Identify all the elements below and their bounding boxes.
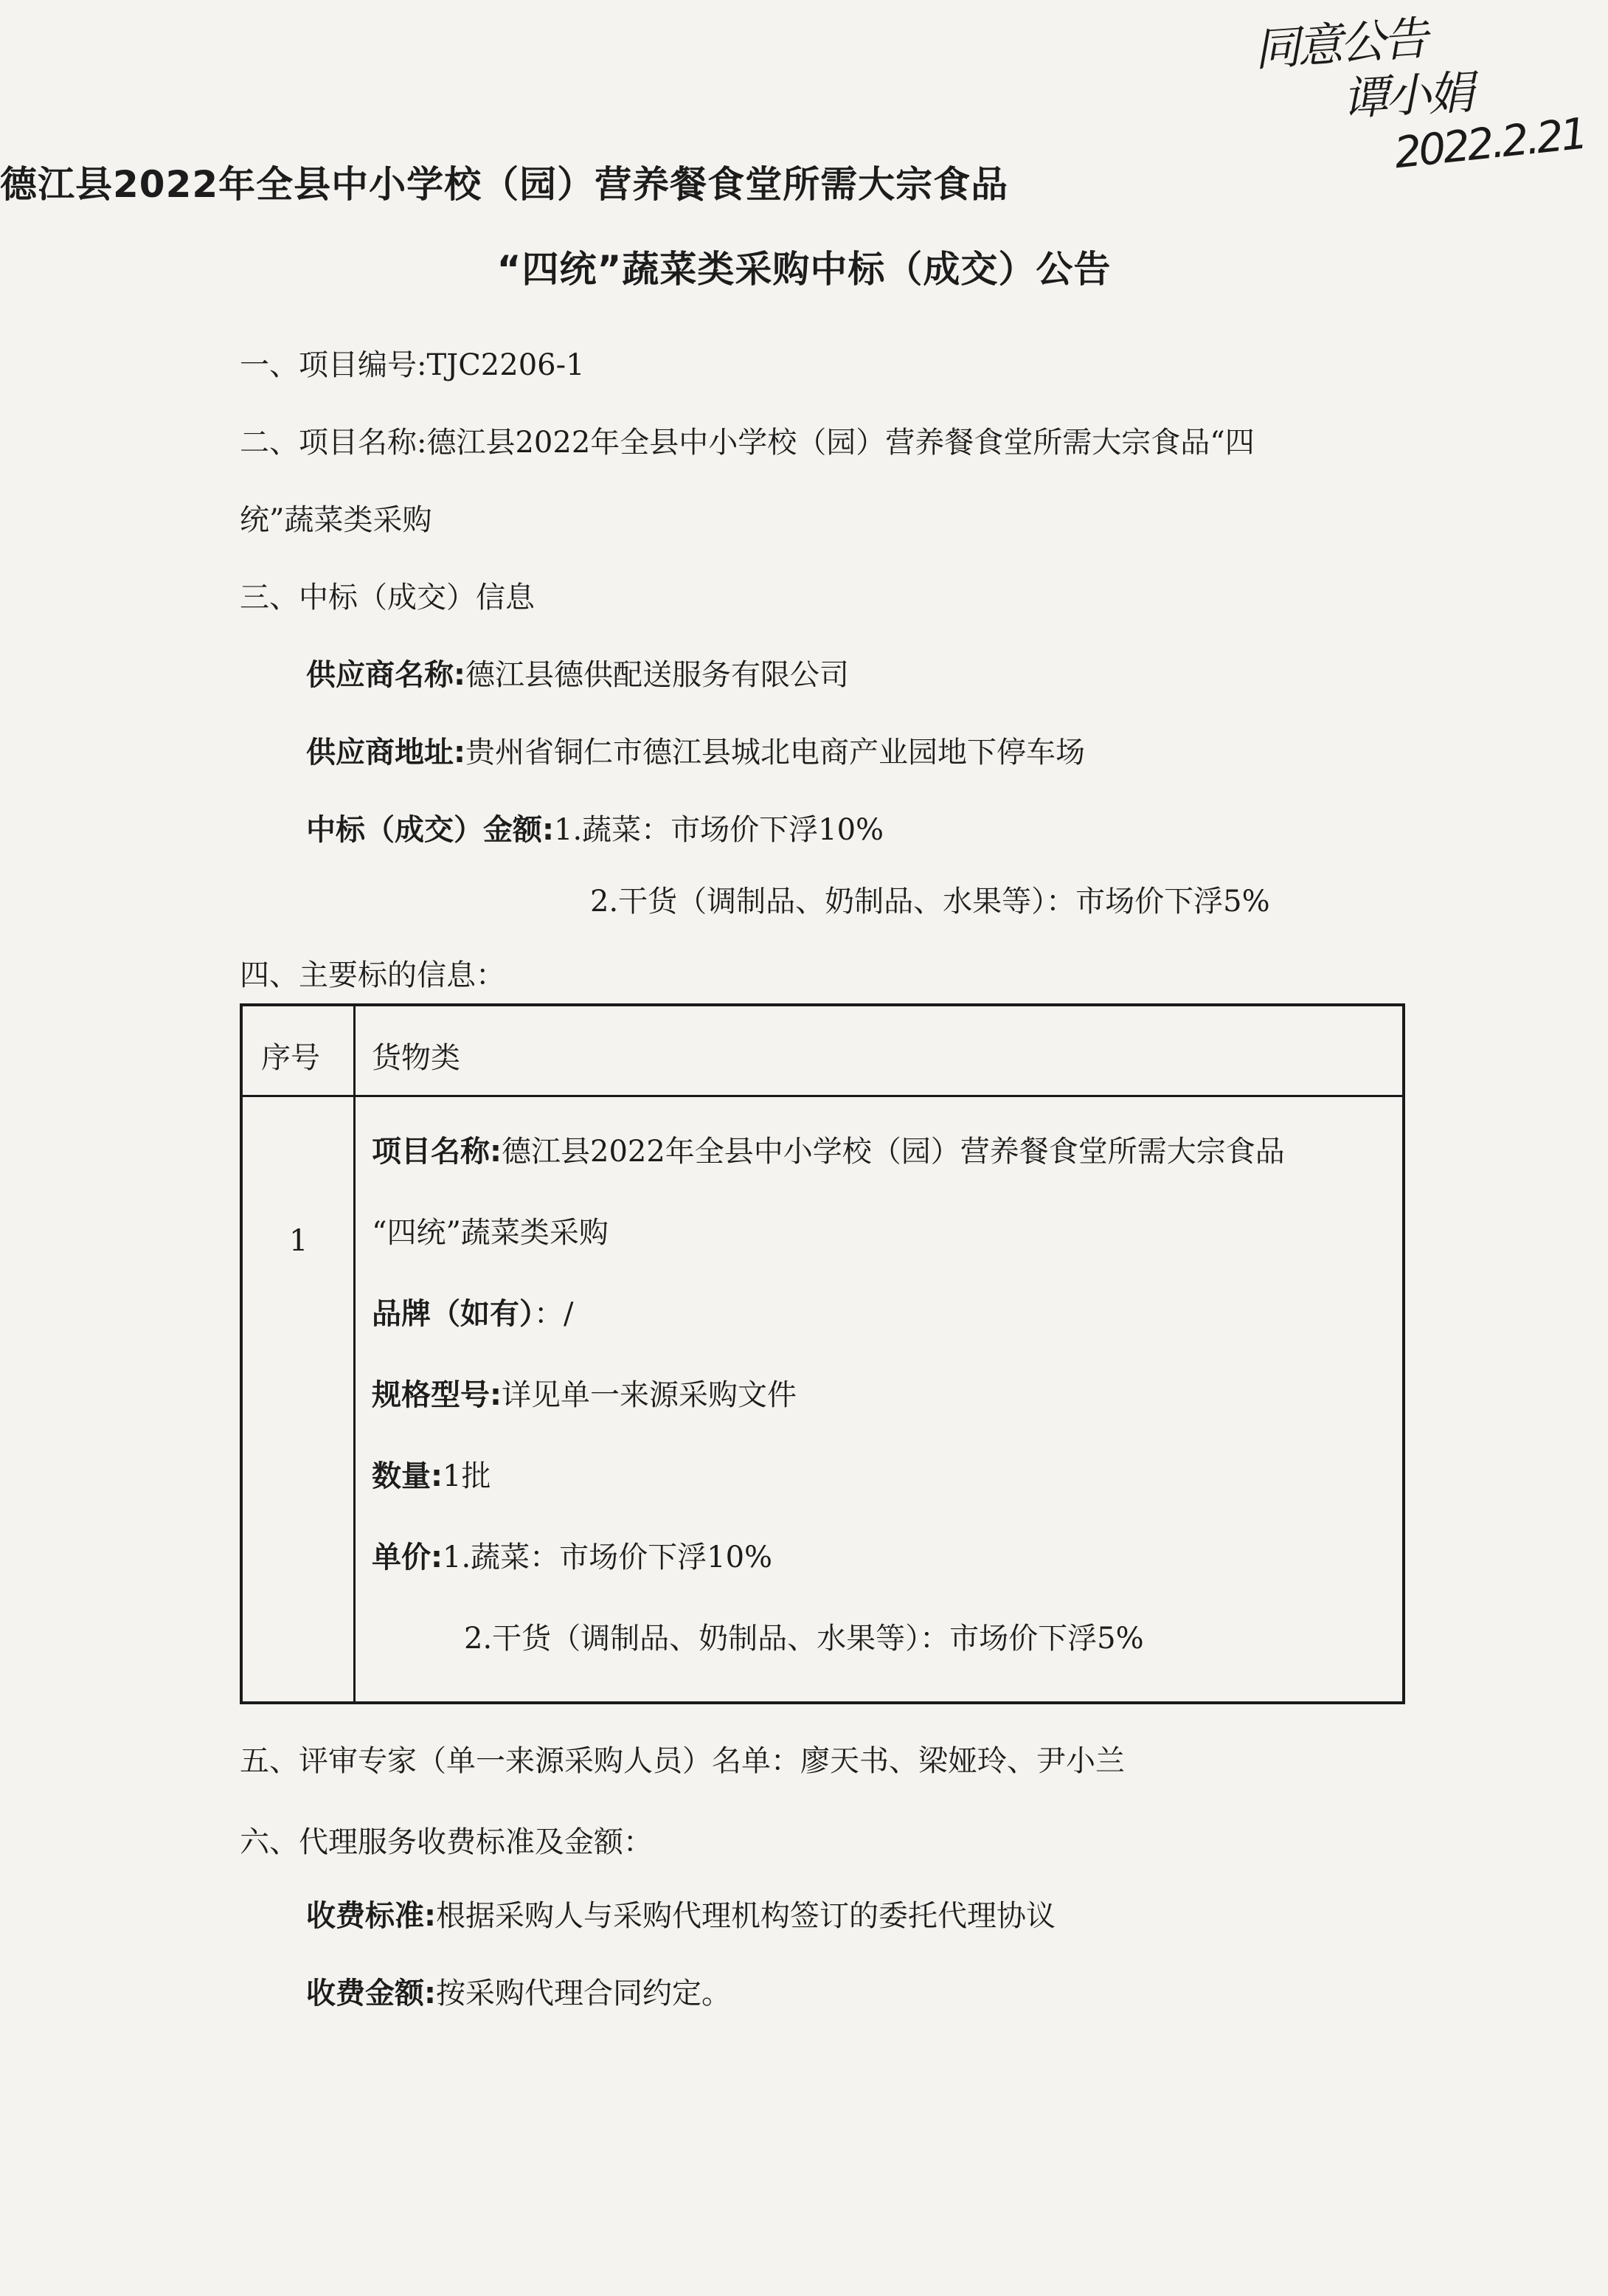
handwritten-date: 2022.2.21 [1392, 108, 1588, 179]
supplier-name [306, 651, 849, 694]
supplier-address [306, 729, 1085, 771]
award-info-heading: 三、中标（成交）信息 [240, 581, 535, 615]
award-amount-value1: 1.蔬菜：市场价下浮10% [554, 813, 884, 847]
table-spec-label: 规格型号: [372, 1378, 502, 1412]
fee-amount-value: 按采购代理合同约定。 [436, 1977, 731, 2010]
table-brand [372, 1290, 573, 1332]
fee-amount-label: 收费金额: [306, 1977, 436, 2010]
table-spec [372, 1372, 797, 1414]
handwritten-signature: 谭小娟 [1341, 65, 1473, 126]
table-quantity-label: 数量: [372, 1459, 443, 1493]
agency-fee-heading: 六、代理服务收费标准及金额： [240, 1825, 653, 1859]
fee-standard-value: 根据采购人与采购代理机构签订的委托代理协议 [436, 1899, 1056, 1933]
main-items-heading: 四、主要标的信息： [240, 958, 505, 992]
fee-amount [306, 1970, 731, 2012]
table-header-goods: 货物类 [372, 1041, 460, 1075]
supplier-name-value: 德江县德供配送服务有限公司 [465, 658, 849, 692]
table-header-index: 序号 [261, 1041, 320, 1075]
document-title-line2: “四统”蔬菜类采购中标（成交）公告 [496, 248, 1112, 291]
award-amount [306, 806, 884, 848]
project-name-line1: 二、项目名称:德江县2022年全县中小学校（园）营养餐食堂所需大宗食品“四 [240, 426, 1255, 460]
fee-standard [306, 1892, 1056, 1934]
project-number: 一、项目编号:TJC2206-1 [240, 348, 585, 382]
handwritten-approval-text: 同意公告 [1252, 10, 1427, 77]
supplier-address-label: 供应商地址: [306, 736, 465, 770]
table-project-name-label: 项目名称: [372, 1135, 502, 1169]
table-quantity [372, 1453, 491, 1495]
review-experts: 五、评审专家（单一来源采购人员）名单：廖天书、梁娅玲、尹小兰 [240, 1744, 1125, 1778]
table-brand-value: ：/ [534, 1297, 574, 1331]
document-title-line1: 德江县2022年全县中小学校（园）营养餐食堂所需大宗食品 [0, 163, 1009, 206]
fee-standard-label: 收费标准: [306, 1899, 436, 1933]
table-unit-price [372, 1534, 772, 1576]
table-project-name-line2: “四统”蔬菜类采购 [372, 1216, 609, 1250]
table-unit-price-value1: 1.蔬菜：市场价下浮10% [443, 1541, 773, 1574]
table-brand-label: 品牌（如有） [372, 1297, 534, 1331]
table-project-name-value: 德江县2022年全县中小学校（园）营养餐食堂所需大宗食品 [502, 1135, 1285, 1169]
table-quantity-value: 1批 [443, 1459, 491, 1493]
table-row-index: 1 [289, 1224, 308, 1258]
supplier-name-label: 供应商名称: [306, 658, 465, 692]
table-unit-price-label: 单价: [372, 1541, 443, 1574]
table-project-name-line1 [372, 1128, 1285, 1170]
award-amount-value2: 2.干货（调制品、奶制品、水果等）：市场价下浮5% [590, 885, 1270, 919]
supplier-address-value: 贵州省铜仁市德江县城北电商产业园地下停车场 [465, 736, 1085, 770]
award-amount-label: 中标（成交）金额: [306, 813, 554, 847]
main-items-table [240, 1003, 1405, 1704]
project-name-line2: 统”蔬菜类采购 [240, 503, 432, 537]
table-spec-value: 详见单一来源采购文件 [502, 1378, 797, 1412]
table-column-divider [353, 1006, 356, 1701]
table-unit-price-value2: 2.干货（调制品、奶制品、水果等）：市场价下浮5% [464, 1622, 1144, 1656]
